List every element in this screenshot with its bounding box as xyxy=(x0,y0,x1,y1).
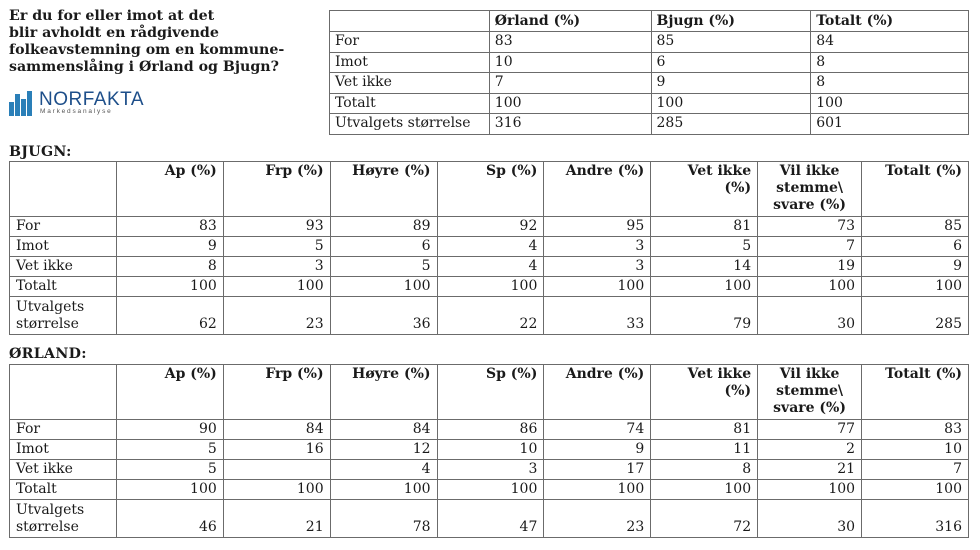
row-label: Imot xyxy=(10,440,117,460)
table-cell: 14 xyxy=(651,257,758,277)
header-cell: Vil ikke stemme\ svare (%) xyxy=(758,365,862,420)
table-cell: 316 xyxy=(862,500,969,538)
table-cell: 285 xyxy=(862,297,969,335)
table-cell: 100 xyxy=(651,480,758,500)
table-cell: 77 xyxy=(758,420,862,440)
table-row xyxy=(10,460,969,480)
row-label: For xyxy=(330,32,490,53)
table-row xyxy=(10,440,969,460)
table-row xyxy=(330,114,969,135)
row-label: For xyxy=(10,217,117,237)
table-cell: 84 xyxy=(223,420,330,440)
table-cell: 100 xyxy=(862,277,969,297)
header-cell: Høyre (%) xyxy=(330,365,437,420)
header-cell: Vet ikke (%) xyxy=(651,365,758,420)
table-cell: 10 xyxy=(489,52,651,73)
table-cell: 33 xyxy=(544,297,651,335)
table-cell: 11 xyxy=(651,440,758,460)
header-cell: Totalt (%) xyxy=(862,162,969,217)
table-cell: 100 xyxy=(223,480,330,500)
table-cell: 81 xyxy=(651,217,758,237)
table-cell: 5 xyxy=(330,257,437,277)
table-cell: 100 xyxy=(330,480,437,500)
header-cell: Totalt (%) xyxy=(811,11,969,32)
table-cell: 8 xyxy=(811,52,969,73)
table-cell: 6 xyxy=(330,237,437,257)
table-cell: 86 xyxy=(437,420,544,440)
table-cell: 83 xyxy=(862,420,969,440)
table-cell: 30 xyxy=(758,500,862,538)
table-cell: 9 xyxy=(116,237,223,257)
table-cell: 30 xyxy=(758,297,862,335)
table-cell: 100 xyxy=(651,277,758,297)
table-cell: 100 xyxy=(758,480,862,500)
table-cell: 100 xyxy=(811,93,969,114)
row-label: Utvalgets størrelse xyxy=(330,114,490,135)
table-header-row xyxy=(10,365,969,420)
table-cell: 12 xyxy=(330,440,437,460)
header-cell: Ap (%) xyxy=(116,365,223,420)
row-label: Utvalgets størrelse xyxy=(10,500,117,538)
table-cell: 3 xyxy=(223,257,330,277)
row-label: Imot xyxy=(10,237,117,257)
table-cell: 100 xyxy=(758,277,862,297)
table-cell: 3 xyxy=(544,237,651,257)
table-cell: 100 xyxy=(544,277,651,297)
table-cell: 7 xyxy=(489,73,651,94)
row-label: For xyxy=(10,420,117,440)
header-cell: Vet ikke (%) xyxy=(651,162,758,217)
table-cell: 79 xyxy=(651,297,758,335)
question-heading xyxy=(9,8,309,76)
header-cell: Høyre (%) xyxy=(330,162,437,217)
table-row xyxy=(10,237,969,257)
table-cell: 85 xyxy=(651,32,811,53)
table-cell: 19 xyxy=(758,257,862,277)
table-cell: 100 xyxy=(116,480,223,500)
table-cell: 22 xyxy=(437,297,544,335)
table-cell: 92 xyxy=(437,217,544,237)
table-cell: 9 xyxy=(862,257,969,277)
table-cell: 4 xyxy=(437,237,544,257)
row-label: Totalt xyxy=(330,93,490,114)
table-cell: 285 xyxy=(651,114,811,135)
table-cell: 316 xyxy=(489,114,651,135)
norfakta-logo xyxy=(9,90,149,118)
table-cell: 5 xyxy=(116,460,223,480)
table-cell: 100 xyxy=(437,480,544,500)
table-cell: 62 xyxy=(116,297,223,335)
table-row xyxy=(10,480,969,500)
table-cell: 6 xyxy=(862,237,969,257)
header-cell: Andre (%) xyxy=(544,365,651,420)
table-cell: 8 xyxy=(811,73,969,94)
header-cell: Sp (%) xyxy=(437,162,544,217)
header-cell: Ørland (%) xyxy=(489,11,651,32)
logo-tagline: Markedsanalyse xyxy=(40,108,113,115)
table-cell: 10 xyxy=(862,440,969,460)
table-cell: 100 xyxy=(489,93,651,114)
table-cell: 5 xyxy=(116,440,223,460)
summary-table xyxy=(329,10,969,135)
table-cell: 84 xyxy=(330,420,437,440)
row-label: Vet ikke xyxy=(10,460,117,480)
table-cell: 9 xyxy=(544,440,651,460)
table-cell: 100 xyxy=(116,277,223,297)
table-cell: 5 xyxy=(651,237,758,257)
table-cell: 8 xyxy=(651,460,758,480)
header-cell: Sp (%) xyxy=(437,365,544,420)
table-cell: 10 xyxy=(437,440,544,460)
table-cell: 93 xyxy=(223,217,330,237)
table-row xyxy=(330,93,969,114)
table-row xyxy=(10,277,969,297)
table-cell: 21 xyxy=(223,500,330,538)
table-cell: 83 xyxy=(489,32,651,53)
table-cell: 84 xyxy=(811,32,969,53)
header-cell: Bjugn (%) xyxy=(651,11,811,32)
row-label: Vet ikke xyxy=(10,257,117,277)
header-cell xyxy=(330,11,490,32)
table-cell: 7 xyxy=(758,237,862,257)
table-cell: 9 xyxy=(651,73,811,94)
table-cell: 47 xyxy=(437,500,544,538)
question-line: folkeavstemning om en kommune- xyxy=(9,42,285,58)
table-cell: 6 xyxy=(651,52,811,73)
table-cell: 21 xyxy=(758,460,862,480)
table-row xyxy=(10,297,969,335)
table-cell: 74 xyxy=(544,420,651,440)
table-cell: 4 xyxy=(437,257,544,277)
question-line: blir avholdt en rådgivende xyxy=(9,25,219,41)
table-row xyxy=(10,217,969,237)
header-cell: Frp (%) xyxy=(223,162,330,217)
table-cell: 8 xyxy=(116,257,223,277)
table-cell: 100 xyxy=(223,277,330,297)
row-label: Imot xyxy=(330,52,490,73)
table-row xyxy=(10,257,969,277)
table-cell: 73 xyxy=(758,217,862,237)
table-cell: 78 xyxy=(330,500,437,538)
table-cell: 89 xyxy=(330,217,437,237)
table-cell: 90 xyxy=(116,420,223,440)
table-cell: 100 xyxy=(862,480,969,500)
table-cell: 100 xyxy=(437,277,544,297)
table-row xyxy=(330,52,969,73)
table-cell: 72 xyxy=(651,500,758,538)
table-cell: 3 xyxy=(544,257,651,277)
table-header-row xyxy=(10,162,969,217)
table-cell: 23 xyxy=(544,500,651,538)
table-cell: 85 xyxy=(862,217,969,237)
row-label: Utvalgets størrelse xyxy=(10,297,117,335)
header-cell: Vil ikke stemme\ svare (%) xyxy=(758,162,862,217)
header-cell xyxy=(10,365,117,420)
table-cell: 100 xyxy=(330,277,437,297)
logo-name: NORFAKTA xyxy=(39,89,144,110)
row-label: Totalt xyxy=(10,480,117,500)
orland-section-label: ØRLAND: xyxy=(9,346,87,362)
table-cell: 17 xyxy=(544,460,651,480)
table-cell: 4 xyxy=(330,460,437,480)
table-cell: 2 xyxy=(758,440,862,460)
table-row xyxy=(10,420,969,440)
question-line: sammenslåing i Ørland og Bjugn? xyxy=(9,59,279,75)
table-cell: 601 xyxy=(811,114,969,135)
table-cell: 100 xyxy=(651,93,811,114)
table-cell: 36 xyxy=(330,297,437,335)
table-header-row xyxy=(330,11,969,32)
header-cell: Andre (%) xyxy=(544,162,651,217)
table-cell: 81 xyxy=(651,420,758,440)
bjugn-table xyxy=(9,161,969,335)
table-cell: 5 xyxy=(223,237,330,257)
table-cell: 46 xyxy=(116,500,223,538)
table-cell xyxy=(223,460,330,480)
table-row xyxy=(330,32,969,53)
header-cell: Frp (%) xyxy=(223,365,330,420)
orland-table xyxy=(9,364,969,538)
row-label: Totalt xyxy=(10,277,117,297)
table-cell: 100 xyxy=(544,480,651,500)
bjugn-section-label: BJUGN: xyxy=(9,144,72,160)
table-cell: 83 xyxy=(116,217,223,237)
table-cell: 3 xyxy=(437,460,544,480)
bar-chart-icon xyxy=(9,90,37,116)
table-row xyxy=(330,73,969,94)
table-cell: 16 xyxy=(223,440,330,460)
header-cell: Totalt (%) xyxy=(862,365,969,420)
table-cell: 7 xyxy=(862,460,969,480)
row-label: Vet ikke xyxy=(330,73,490,94)
table-row xyxy=(10,500,969,538)
header-cell xyxy=(10,162,117,217)
header-cell: Ap (%) xyxy=(116,162,223,217)
table-cell: 23 xyxy=(223,297,330,335)
question-line: Er du for eller imot at det xyxy=(9,8,215,24)
table-cell: 95 xyxy=(544,217,651,237)
